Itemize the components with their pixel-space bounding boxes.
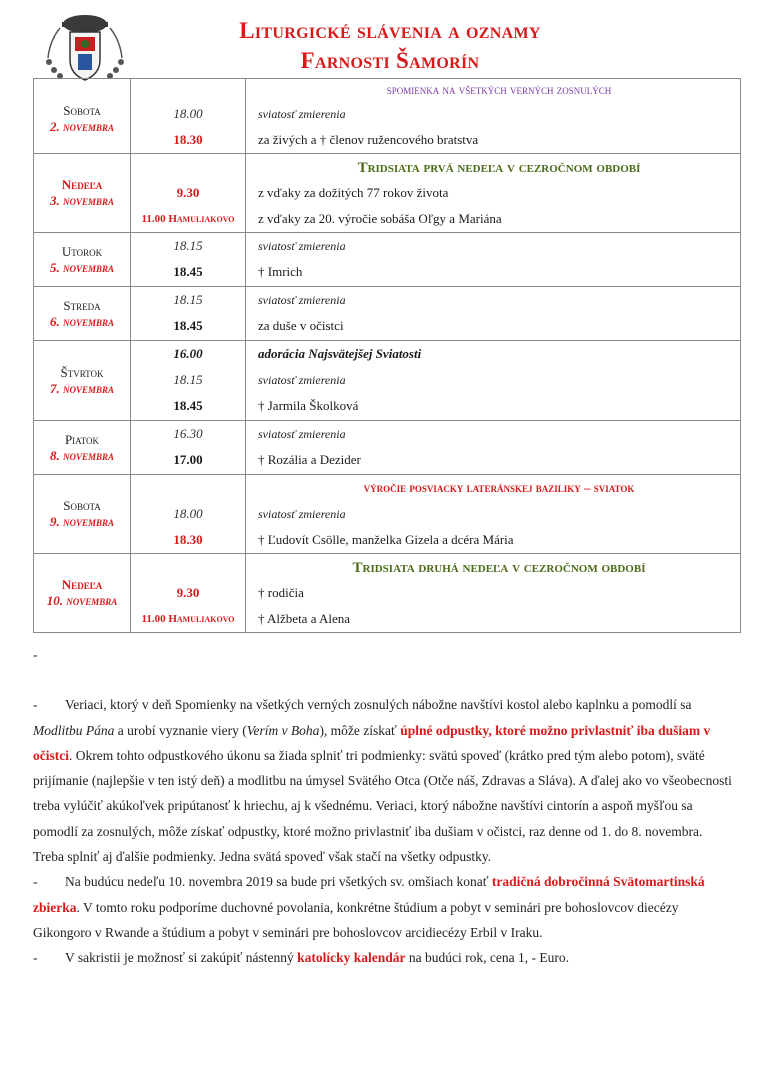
announcement-3: - V sakristii je možnosť si zakúpiť nástenný katolícky kalendár na budúci rok, cena 1, - Euro.: [33, 945, 733, 970]
time: 9.30: [176, 585, 200, 600]
page-title-line1: Liturgické slávenia a oznamy: [239, 18, 541, 43]
time: 16.30: [173, 426, 203, 441]
table-row: [34, 554, 741, 633]
intention: sviatosť zmierenia: [258, 507, 346, 521]
announcement-2: - Na budúcu nedeľu 10. novembra 2019 sa bude pri všetkých sv. omšiach konať tradičná dobročinná Svätomartinská zbierka. V tomto roku podporíme duchovné povolania, konkrétne štúdium a pobyt v seminári pre bohoslovcov diecézy Gikongoro v Rwande a štúdium a pobyt v seminári pre bohoslovcov arcidiecézy Erbil v Iraku.: [33, 869, 733, 945]
parish-coat-of-arms-icon: [40, 10, 130, 82]
time: 17.00: [173, 452, 203, 467]
intention: za živých a † členov ružencového bratstva: [258, 132, 479, 147]
table-row: [34, 79, 741, 154]
feast-header: Tridsiata druhá nedeľa v cezročnom období: [352, 560, 646, 576]
intention: † Jarmila Školková: [258, 398, 359, 413]
time: 9.30: [176, 185, 200, 200]
empty-bullet: -: [33, 647, 38, 662]
intention: † Ľudovít Csölle, manželka Gizela a dcéra Mária: [258, 532, 514, 547]
time: 18.30: [173, 532, 203, 547]
day-name: Streda: [63, 297, 101, 313]
time: 18.45: [173, 318, 203, 333]
time: 18.45: [173, 264, 203, 279]
time: 11.00 Hamuliakovo: [141, 213, 235, 225]
intention: za duše v očistci: [258, 318, 344, 333]
page-title-line2: Farnosti Šamorín: [300, 48, 480, 73]
table-row: [34, 475, 741, 554]
time: 16.00: [173, 346, 203, 361]
day-name: Štvrtok: [60, 364, 104, 380]
day-date: 5. novembra: [49, 259, 115, 275]
feast-header: výročie posviacky lateránskej baziliky – sviatok: [363, 480, 635, 495]
intention: sviatosť zmierenia: [258, 293, 346, 307]
day-date: 6. novembra: [49, 313, 115, 329]
intention: sviatosť zmierenia: [258, 107, 346, 121]
day-date: 8. novembra: [49, 447, 115, 463]
time: 18.15: [173, 292, 203, 307]
table-row: [34, 421, 741, 475]
time: 11.00 Hamuliakovo: [141, 613, 235, 625]
day-name: Piatok: [64, 431, 100, 447]
time: 18.00: [173, 106, 203, 121]
intention: sviatosť zmierenia: [258, 373, 346, 387]
day-date: 3. novembra: [49, 193, 115, 208]
intention: † Alžbeta a Alena: [258, 611, 351, 626]
intention: adorácia Najsvätejšej Sviatosti: [258, 346, 422, 361]
table-row: [34, 233, 741, 287]
intention: sviatosť zmierenia: [258, 427, 346, 441]
liturgy-schedule-table: [33, 78, 741, 633]
bullet-dash: -: [33, 874, 38, 890]
intention: † rodičia: [258, 585, 304, 600]
day-name: Nedeľa: [61, 577, 103, 592]
table-row: [34, 341, 741, 421]
day-date: 10. novembra: [46, 593, 118, 608]
intention: sviatosť zmierenia: [258, 239, 346, 253]
time: 18.00: [173, 506, 203, 521]
intention: z vďaky za 20. výročie sobáša Oľgy a Mariána: [258, 211, 502, 226]
day-name: Utorok: [61, 243, 103, 259]
table-row: [34, 287, 741, 341]
time: 18.15: [173, 372, 203, 387]
time: 18.45: [173, 398, 203, 413]
intention: z vďaky za dožitých 77 rokov života: [258, 185, 449, 200]
table-row: [34, 154, 741, 233]
day-date: 9. novembra: [49, 514, 115, 529]
announcements: [33, 642, 733, 971]
bullet-dash: -: [33, 950, 38, 966]
feast-header: Tridsiata prvá nedeľa v cezročnom období: [357, 160, 641, 176]
intention: † Rozália a Dezider: [258, 452, 361, 467]
day-name: Nedeľa: [61, 177, 103, 192]
time: 18.30: [173, 132, 203, 147]
day-name: Sobota: [63, 498, 101, 513]
feast-header: spomienka na všetkých verných zosnulých: [386, 82, 612, 97]
bullet-dash: -: [33, 697, 38, 713]
intention: † Imrich: [258, 264, 303, 279]
announcement-1: - Veriaci, ktorý v deň Spomienky na všetkých verných zosnulých nábožne navštívi kostol alebo kaplnku a pomodlí sa Modlitbu Pána a urobí vyznanie viery (Verím v Boha), môže získať úplné odpustky, ktoré možno privlastniť iba dušiam v očistci. Okrem tohto odpustkového úkonu sa žiada splniť tri podmienky: svätú spoveď (krátko pred tým alebo potom), sväté prijímanie (najlepšie v ten istý deň) a modlitbu na úmysel Svätého Otca (Otče náš, Zdravas a Sláva). A ďalej ako vo všeobecnosti treba vylúčiť akúkoľvek pripútanosť k hriechu, aj k všednému. Veriaci, ktorý nábožne navštívi cintorín a aspoň myšľou sa pomodlí za zosnulých, môže získať odpustky, ktoré možno privlastniť iba dušiam v očistci, raz denne od 1. do 8. novembra. Treba splniť aj ďalšie podmienky. Jedna svätá spoveď však stačí na všetky odpustky.: [33, 692, 733, 869]
time: 18.15: [173, 238, 203, 253]
day-date: 7. novembra: [49, 380, 115, 396]
day-date: 2. novembra: [49, 119, 115, 134]
day-name: Sobota: [63, 103, 101, 118]
